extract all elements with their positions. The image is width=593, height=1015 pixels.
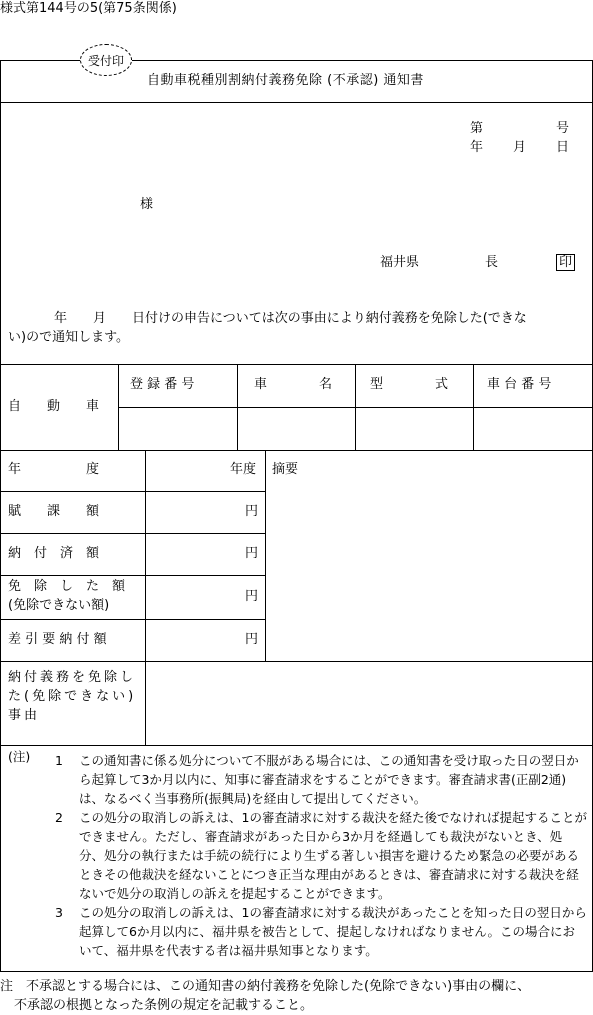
vehicle-bottom-line xyxy=(0,450,593,451)
tekiyo-label: 摘要 xyxy=(272,462,299,477)
amounts-row-line xyxy=(0,619,265,620)
issuer-chief: 長 xyxy=(485,255,499,270)
header-model: 型 式 xyxy=(370,377,449,392)
amounts-col-divider xyxy=(145,450,146,745)
form-title: 自動車税種別割納付義務免除 (不承認) 通知書 xyxy=(147,73,424,88)
amounts-col-divider xyxy=(265,450,266,661)
note-number: 1 xyxy=(55,753,63,768)
yen-unit: 円 xyxy=(245,589,259,604)
addressee-sama: 様 xyxy=(140,197,154,212)
reception-stamp xyxy=(80,44,132,76)
exempted-amount-label: 免 除 し た 額 xyxy=(8,579,126,594)
year-unit: 年度 xyxy=(230,462,257,477)
yen-unit: 円 xyxy=(245,632,259,647)
vehicle-mid-line xyxy=(118,407,593,408)
vehicle-label: 自 動 車 xyxy=(8,399,100,414)
note-item xyxy=(55,751,587,808)
reason-label: 納付義務を免除した(免除できない)事由 xyxy=(8,670,137,723)
reception-stamp-text: 受付印 xyxy=(87,53,124,68)
header-vehicle-name: 車 名 xyxy=(254,377,333,392)
amounts-row-line xyxy=(0,491,265,492)
notice-text-line1 xyxy=(8,312,527,325)
note-number: 3 xyxy=(55,905,63,920)
amounts-row-line xyxy=(0,533,265,534)
note-item xyxy=(55,903,587,960)
notice-text-line2: い)ので通知します。 xyxy=(8,330,130,345)
year-label: 年 xyxy=(470,140,484,155)
yen-unit: 円 xyxy=(245,546,259,561)
month-label: 月 xyxy=(513,140,527,155)
notes-head: (注) xyxy=(8,749,31,764)
form-number-label: 様式第144号の5(第75条関係) xyxy=(0,1,177,16)
assessed-amount-label: 賦 課 額 xyxy=(8,504,100,519)
reason-bottom-line xyxy=(0,745,593,746)
note-number: 2 xyxy=(55,810,63,825)
note-text: この処分の取消しの訴えは、1の審査請求に対する裁決があったことを知った日の翌日から起算して6か月以内に、福井県を被告として、提起しなければなりません。この場合において、福井県を代表する者は福井県知事となります。 xyxy=(79,905,587,958)
day-label: 日 xyxy=(556,140,570,155)
balance-due-label: 差 引 要 納 付 額 xyxy=(8,632,107,647)
vehicle-top-line xyxy=(0,364,593,365)
header-registration-number: 登 録 番 号 xyxy=(130,377,195,392)
header-chassis-number: 車 台 番 号 xyxy=(487,377,552,392)
dai-label: 第 xyxy=(470,121,484,136)
notes-list xyxy=(55,751,587,960)
seal-text: 印 xyxy=(559,255,573,270)
note-text: この処分の取消しの訴えは、1の審査請求に対する裁決を経た後でなければ提起することができません。ただし、審査請求があった日から3か月を経過しても裁決がないとき、処分、処分の執行または手続の続行により生ずる著しい損害を避けるため緊急の必要があるときその他裁決を経ないことにつき正当な理由があるときは、審査請求に対する裁決を経ないで処分の取消しの訴えを提起することができます。 xyxy=(79,810,587,901)
notice-text-line1-body: 年 月 日付けの申告については次の事由により納付義務を免除した(できな xyxy=(54,311,527,326)
issuer-prefecture: 福井県 xyxy=(380,255,420,270)
amounts-bottom-line xyxy=(0,661,593,662)
paid-amount-label: 納 付 済 額 xyxy=(8,546,100,561)
footnote-line1: 注 不承認とする場合には、この通知書の納付義務を免除した(免除できない)事由の欄に、 xyxy=(0,979,531,994)
amounts-row-line xyxy=(0,575,265,576)
seal-mark xyxy=(556,254,575,271)
note-item xyxy=(55,808,587,903)
note-text: この通知書に係る処分について不服がある場合には、この通知書を受け取った日の翌日から起算して3か月以内に、知事に審査請求をすることができます。審査請求書(正副2通)は、なるべく当事務所(振興局)を経由して提出してください。 xyxy=(79,753,579,806)
footnote-line2: 不承認の根拠となった条例の規定を記載すること。 xyxy=(14,998,314,1013)
yen-unit: 円 xyxy=(245,504,259,519)
year-row-label: 年 度 xyxy=(8,462,100,477)
not-exempted-amount-label: (免除できない額) xyxy=(8,598,110,613)
title-divider xyxy=(0,102,593,103)
go-label: 号 xyxy=(556,121,570,136)
